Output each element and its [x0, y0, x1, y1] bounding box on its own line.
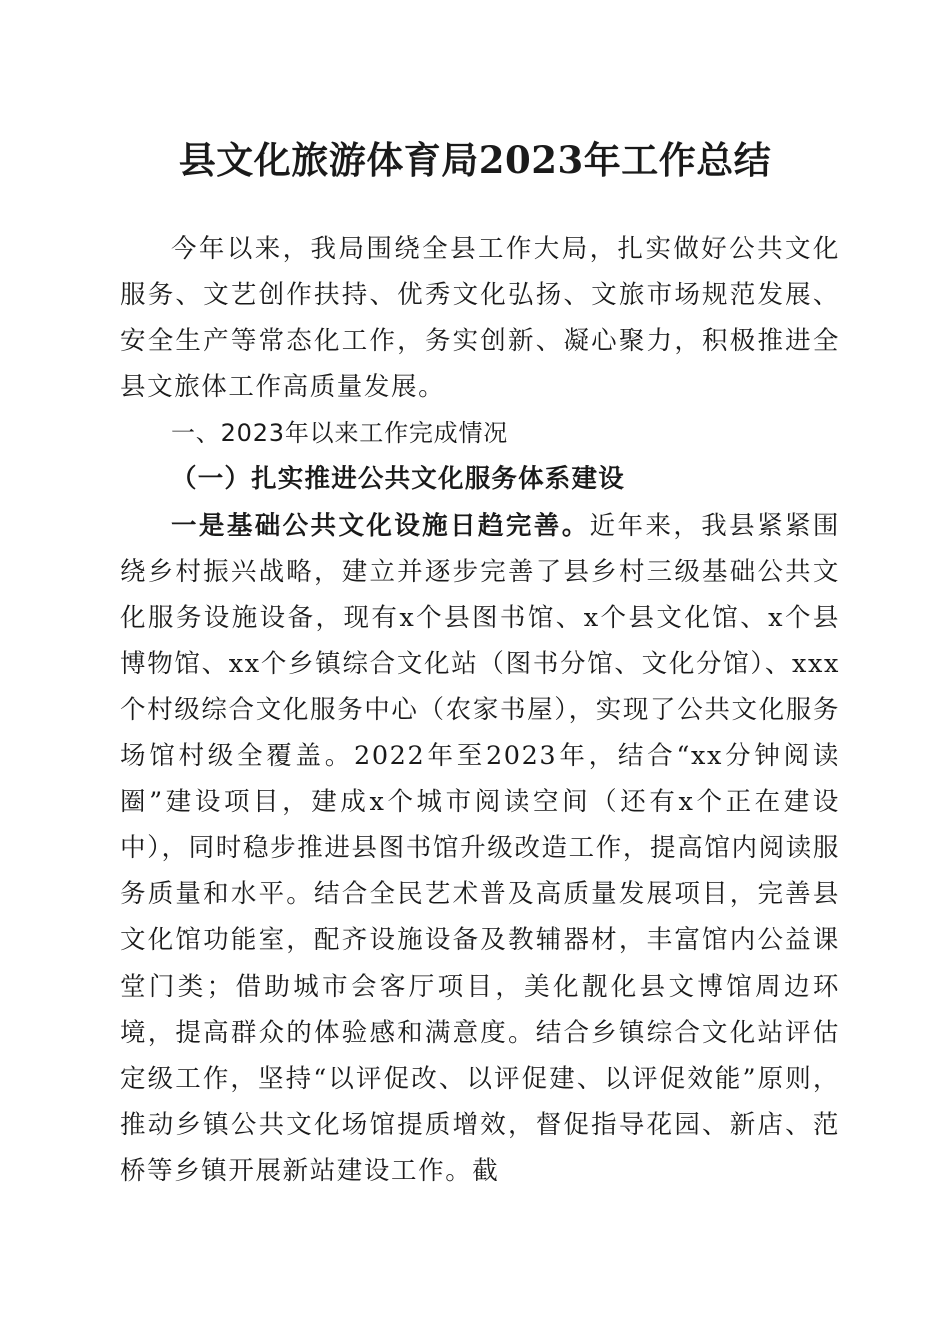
paragraph-lead: 一是基础公共文化设施日趋完善。	[171, 510, 590, 541]
section-heading: 一、2023年以来工作完成情况	[171, 419, 509, 448]
paragraph-body: 近年来，我县紧紧围绕乡村振兴战略，建立并逐步完善了县乡村三级基础公共文化服务设施设备，现有x个县图书馆、x个县文化馆、x个县博物馆、xx个乡镇综合文化站（图书分馆、文化分馆）、xxx个村级综合文化服务中心（农家书屋），实现了公共文化服务场馆村级全覆盖。2022年至2023年，结合“xx分钟阅读圈”建设项目，建成x个城市阅读空间（还有x个正在建设中），同时稳步推进县图书馆升级改造工作，提高馆内阅读服务质量和水平。结合全民艺术普及高质量发展项目，完善县文化馆功能室，配齐设施设备及教辅器材，丰富馆内公益课堂门类；借助城市会客厅项目，美化靓化县文博馆周边环境，提高群众的体验感和满意度。结合乡镇综合文化站评估定级工作，坚持“以评促改、以评促建、以评促效能”原则，推动乡镇公共文化场馆提质增效，督促指导花园、新店、范桥等乡镇开展新站建设工作。截	[120, 510, 840, 1186]
subsection-heading: （一）扎实推进公共文化服务体系建设	[171, 464, 625, 495]
document-body	[120, 226, 840, 1194]
intro-paragraph: 今年以来，我局围绕全县工作大局，扎实做好公共文化服务、文艺创作扶持、优秀文化弘扬、文旅市场规范发展、安全生产等常态化工作，务实创新、凝心聚力，积极推进全县文旅体工作高质量发展。	[120, 234, 840, 403]
document-title: 县文化旅游体育局2023年工作总结	[178, 138, 772, 182]
body-paragraph	[120, 503, 840, 1194]
